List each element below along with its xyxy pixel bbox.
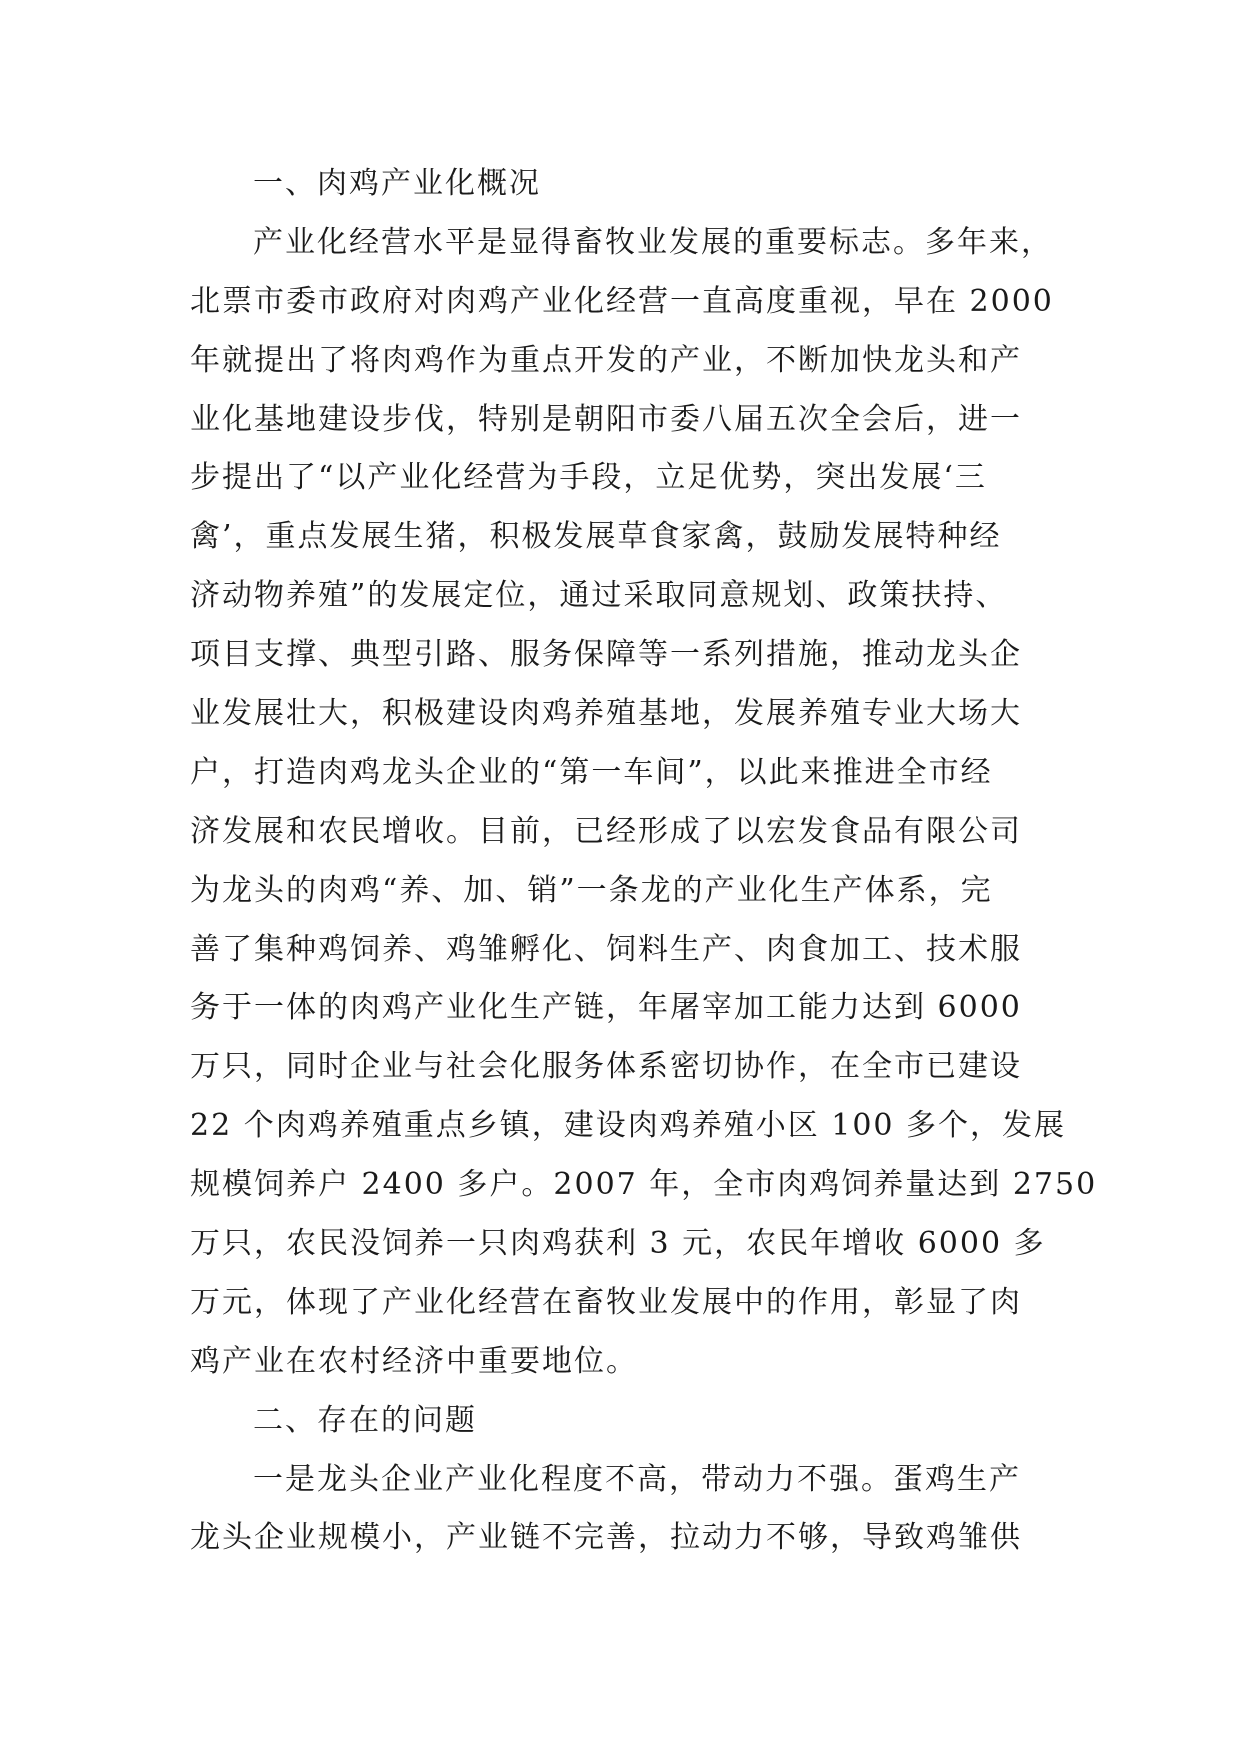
paragraph-line: 22 个肉鸡养殖重点乡镇，建设肉鸡养殖小区 100 多个，发展 bbox=[190, 1108, 1067, 1144]
document-body bbox=[190, 155, 1098, 1568]
paragraph-line: 万元，体现了产业化经营在畜牧业发展中的作用，彰显了肉 bbox=[190, 1284, 1022, 1320]
paragraph-line: 业发展壮大，积极建设肉鸡养殖基地，发展养殖专业大场大 bbox=[190, 696, 1022, 732]
paragraph-line: 务于一体的肉鸡产业化生产链，年屠宰加工能力达到 6000 bbox=[190, 990, 1022, 1026]
paragraph-line: 步提出了“以产业化经营为手段，立足优势，突出发展‘三 bbox=[190, 460, 987, 496]
section-heading: 一、肉鸡产业化概况 bbox=[253, 166, 541, 201]
paragraph-line: 龙头企业规模小，产业链不完善，拉动力不够，导致鸡雏供 bbox=[190, 1520, 1022, 1556]
paragraph-line: 善了集种鸡饲养、鸡雏孵化、饲料生产、肉食加工、技术服 bbox=[190, 931, 1022, 967]
paragraph-line: 万只，同时企业与社会化服务体系密切协作，在全市已建设 bbox=[190, 1049, 1022, 1085]
paragraph-line: 一是龙头企业产业化程度不高，带动力不强。蛋鸡生产 bbox=[253, 1461, 1021, 1497]
paragraph-line: 鸡产业在农村经济中重要地位。 bbox=[190, 1343, 638, 1379]
paragraph-line: 北票市委市政府对肉鸡产业化经营一直高度重视，早在 2000 bbox=[190, 283, 1054, 319]
paragraph-line: 规模饲养户 2400 多户。2007 年，全市肉鸡饲养量达到 2750 bbox=[190, 1167, 1098, 1203]
paragraph-line: 济发展和农民增收。目前，已经形成了以宏发食品有限公司 bbox=[190, 813, 1022, 849]
paragraph-line: 为龙头的肉鸡“养、加、销”一条龙的产业化生产体系，完 bbox=[190, 872, 993, 908]
paragraph-line: 产业化经营水平是显得畜牧业发展的重要标志。多年来， bbox=[253, 224, 1053, 260]
paragraph-line: 禽’，重点发展生猪，积极发展草食家禽，鼓励发展特种经 bbox=[190, 519, 1002, 555]
paragraph-line: 年就提出了将肉鸡作为重点开发的产业，不断加快龙头和产 bbox=[190, 342, 1022, 378]
paragraph-line: 万只，农民没饲养一只肉鸡获利 3 元，农民年增收 6000 多 bbox=[190, 1226, 1046, 1262]
paragraph-line: 项目支撑、典型引路、服务保障等一系列措施，推动龙头企 bbox=[190, 637, 1022, 673]
paragraph-line: 业化基地建设步伐，特别是朝阳市委八届五次全会后，进一 bbox=[190, 401, 1022, 437]
section-heading: 二、存在的问题 bbox=[253, 1402, 477, 1438]
paragraph-line: 户，打造肉鸡龙头企业的“第一车间”，以此来推进全市经 bbox=[190, 754, 993, 790]
paragraph-line: 济动物养殖”的发展定位，通过采取同意规划、政策扶持、 bbox=[190, 578, 1008, 614]
